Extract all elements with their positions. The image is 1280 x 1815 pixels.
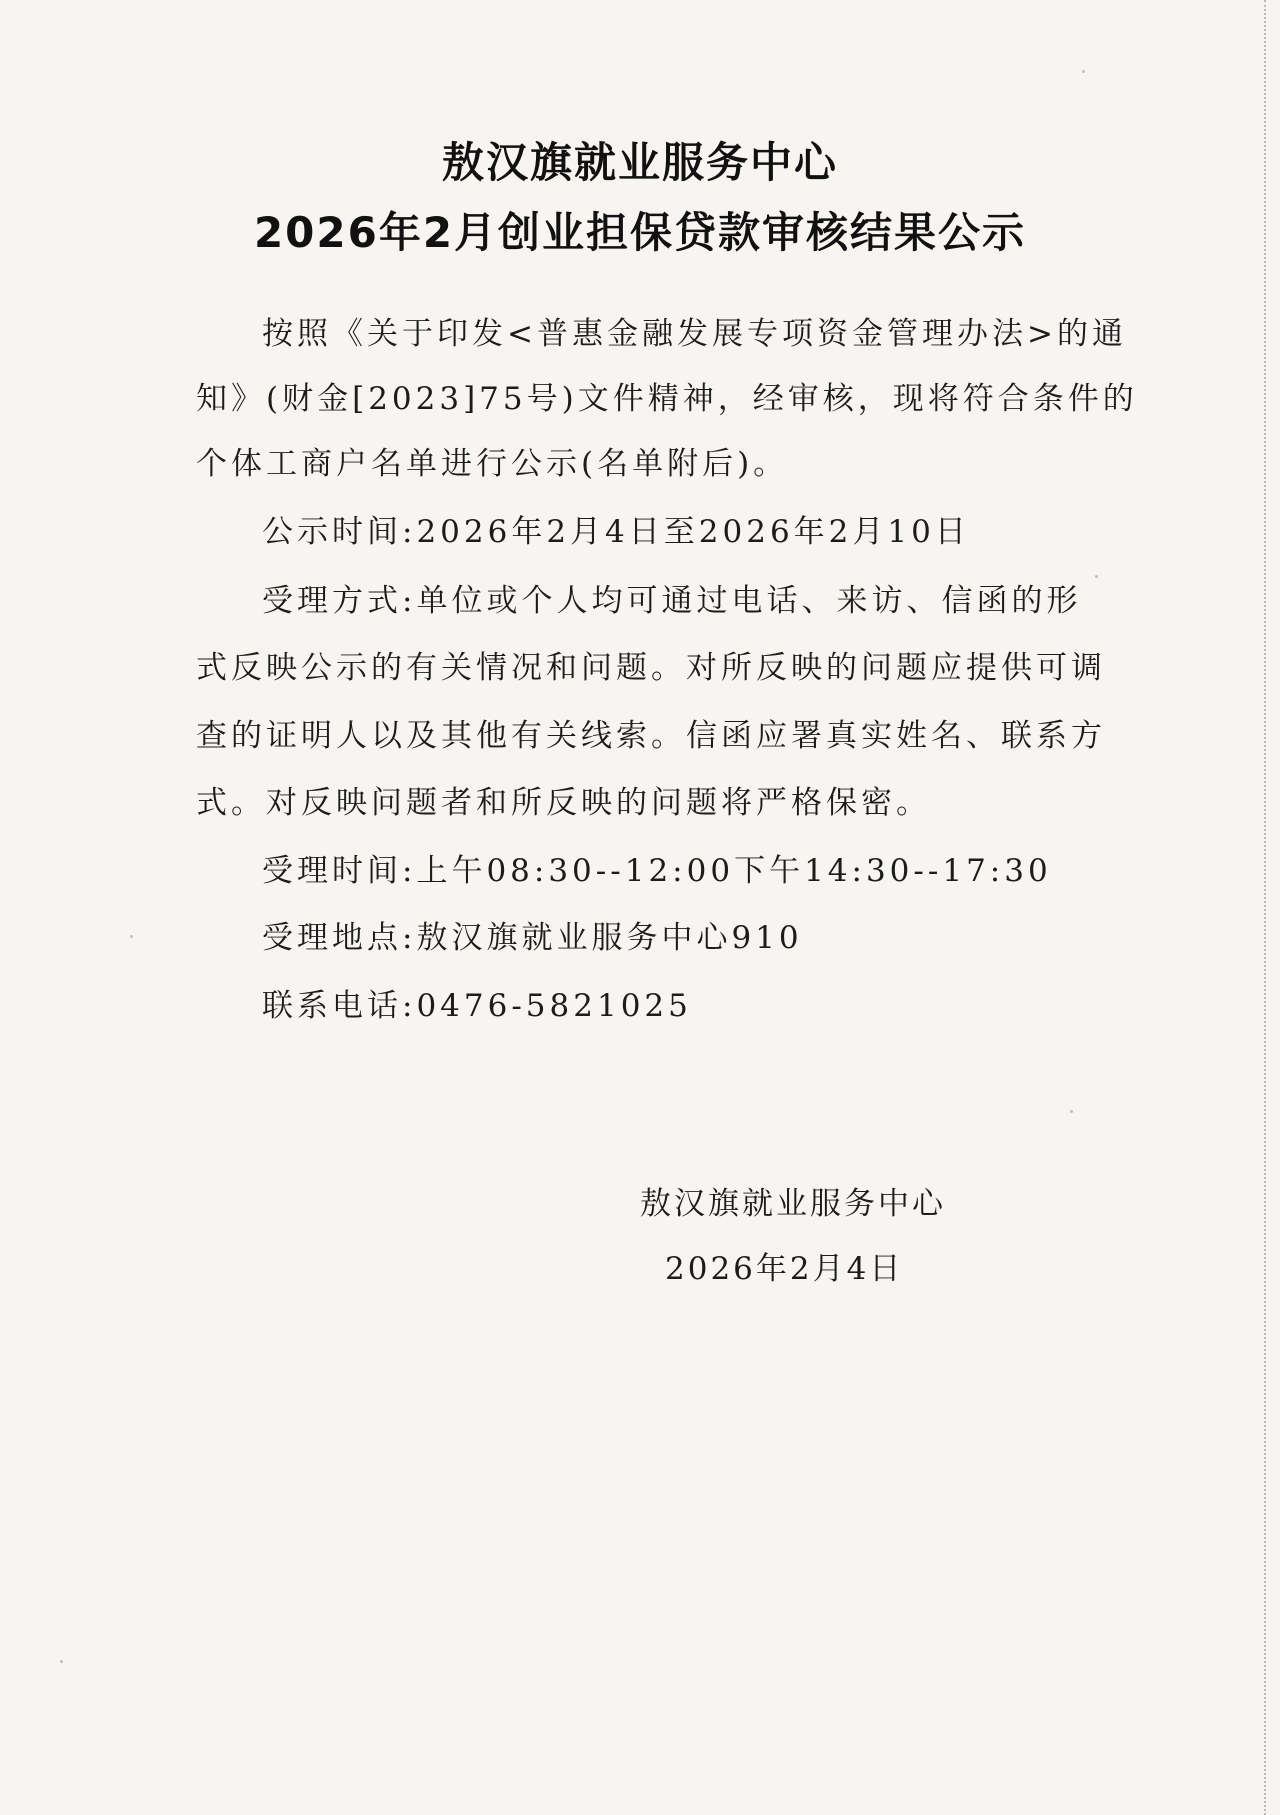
- body-line: 知》(财金[2023]75号)文件精神，经审核，现将符合条件的: [196, 381, 1138, 417]
- body-line: 受理方式:单位或个人均可通过电话、来访、信函的形: [262, 583, 1082, 619]
- publicity-period: 公示时间:2026年2月4日至2026年2月10日: [262, 514, 970, 550]
- office-hours: 受理时间:上午08:30--12:00下午14:30--17:30: [262, 853, 1052, 889]
- scan-speck: [60, 1660, 63, 1663]
- body-line: 查的证明人以及其他有关线索。信函应署真实姓名、联系方: [196, 718, 1106, 754]
- scan-speck: [1070, 1110, 1073, 1113]
- document-subtitle: 2026年2月创业担保贷款审核结果公示: [253, 208, 1027, 257]
- signature-organization: 敖汉旗就业服务中心: [640, 1186, 946, 1222]
- scan-speck: [1082, 70, 1085, 73]
- body-line: 式反映公示的有关情况和问题。对所反映的问题应提供可调: [196, 650, 1106, 686]
- scan-speck: [130, 935, 133, 938]
- scan-speck: [1095, 575, 1098, 578]
- body-line: 按照《关于印发<普惠金融发展专项资金管理办法>的通: [262, 316, 1127, 352]
- binding-edge: [1261, 0, 1266, 1815]
- contact-phone: 联系电话:0476-5821025: [262, 988, 692, 1024]
- document-title: 敖汉旗就业服务中心: [441, 138, 838, 187]
- office-location: 受理地点:敖汉旗就业服务中心910: [262, 920, 803, 956]
- body-line: 个体工商户名单进行公示(名单附后)。: [196, 446, 789, 482]
- body-line: 式。对反映问题者和所反映的问题将严格保密。: [196, 785, 931, 821]
- signature-date: 2026年2月4日: [665, 1251, 904, 1287]
